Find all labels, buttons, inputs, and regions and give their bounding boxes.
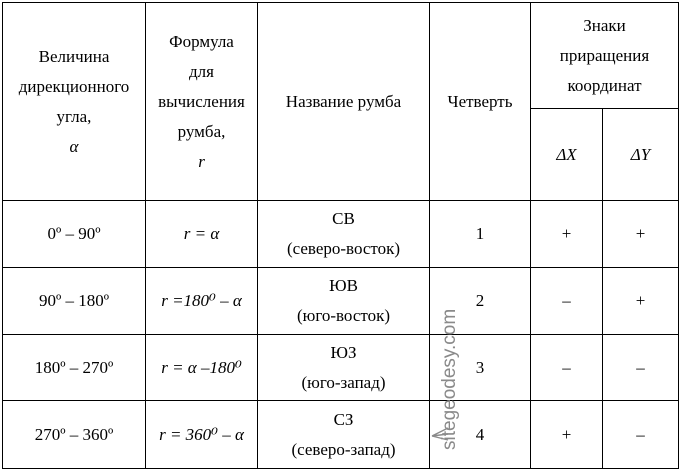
header-signs: Знаки приращения координат — [531, 3, 679, 109]
watermark-text: sitegeodesy.com — [439, 308, 460, 450]
quarter-number: 2 — [430, 268, 531, 335]
dx-sign: – — [531, 268, 603, 335]
header-angle: Величина дирекционного угла, α — [3, 3, 146, 201]
angle-range: 0º – 90º — [3, 201, 146, 268]
angle-range: 270º – 360º — [3, 401, 146, 469]
quarter-number: 3 — [430, 335, 531, 401]
dy-sign: – — [603, 401, 679, 469]
table-row — [3, 268, 679, 335]
angle-range: 90º – 180º — [3, 268, 146, 335]
header-dx: ΔX — [531, 109, 603, 201]
dx-sign: + — [531, 201, 603, 268]
dy-sign: – — [603, 335, 679, 401]
quarter-number: 1 — [430, 201, 531, 268]
rhumb-name: ЮЗ (юго-запад) — [258, 335, 430, 401]
header-dy: ΔY — [603, 109, 679, 201]
angle-range: 180º – 270º — [3, 335, 146, 401]
rhumb-formula: r =180⁰ – α — [146, 268, 258, 335]
rhumb-name: СВ (северо-восток) — [258, 201, 430, 268]
rhumb-formula: r = α –180⁰ — [146, 335, 258, 401]
rhumb-table — [2, 2, 679, 469]
header-formula: Формула для вычисления румба, r — [146, 3, 258, 201]
quarter-number: 4 — [430, 401, 531, 469]
table-row — [3, 335, 679, 401]
table-row — [3, 201, 679, 268]
table-row — [3, 401, 679, 469]
dy-sign: + — [603, 201, 679, 268]
dx-sign: + — [531, 401, 603, 469]
rhumb-name: ЮВ (юго-восток) — [258, 268, 430, 335]
header-rhumb-name: Название румба — [258, 3, 430, 201]
rhumb-formula: r = 360⁰ – α — [146, 401, 258, 469]
dy-sign: + — [603, 268, 679, 335]
rhumb-name: СЗ (северо-запад) — [258, 401, 430, 469]
rhumb-formula: r = α — [146, 201, 258, 268]
dx-sign: – — [531, 335, 603, 401]
header-quarter: Четверть — [430, 3, 531, 201]
